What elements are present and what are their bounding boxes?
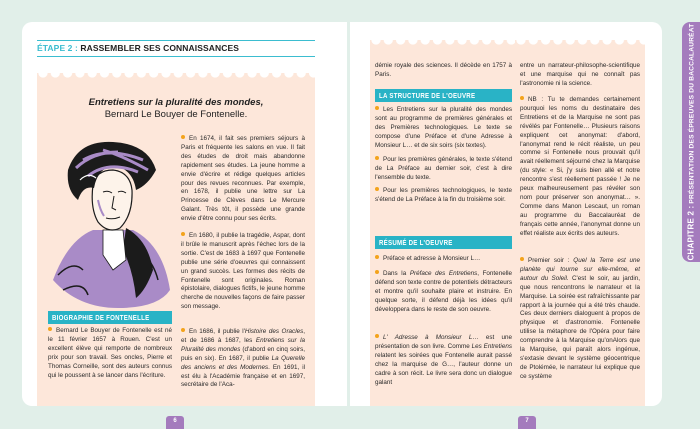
- summary-section-title: RÉSUMÉ DE L'OEUVRE: [375, 236, 512, 249]
- bullet-icon: [375, 334, 379, 338]
- perforation-edge: [370, 40, 515, 48]
- bullet-icon: [520, 257, 524, 261]
- perforation-edge: [515, 40, 645, 48]
- chapter-tab[interactable]: [682, 22, 700, 262]
- summary-para-3: L' Adresse à Monsieur L… est une présentation de son livre. Comme Les Entretiens relatent les soirées que Fontenelle aurait passé chez la marquise de G…, l'auteur donne un cadre à son récit. Le livre sera donc un dialogue galant: [375, 334, 512, 386]
- page-number-right: 7: [518, 416, 536, 429]
- bullet-icon: [520, 96, 524, 100]
- perforation-edge: [37, 73, 315, 81]
- bullet-icon: [375, 255, 379, 259]
- bullet-icon: [375, 156, 379, 160]
- work-title-block: [37, 97, 315, 121]
- bullet-icon: [181, 232, 185, 236]
- step-title: RASSEMBLER SES CONNAISSANCES: [80, 43, 240, 53]
- structure-para-3: Pour les premières technologiques, le texte s'étend de La Préface à la fin du troisième soir.: [375, 187, 512, 203]
- step-label: ÉTAPE 2 :: [37, 43, 78, 53]
- para-1686: En 1686, il publie l'Histoire des Oracles, et de 1686 à 1687, les Entretiens sur la Pluralité des mondes (d'abord en cinq soirs, puis en six). En 1687, il publie La Querelle des anciens et des Modernes. En 1691, il est élu à l'Académie française et en 1697, secrétaire de l'Aca-: [181, 328, 305, 389]
- bullet-icon: [375, 106, 379, 110]
- continuation-text: démie royale des sciences. Il décède en 1757 à Paris.: [375, 62, 512, 78]
- biography-text: Bernard Le Bouyer de Fontenelle est né le 11 février 1657 à Rouen. C'est un excellent élève qui remporte de nombreux prix pour son travail. Ses oncles, Pierre et Thomas Corneille, sont des auteurs connus qui le poussent à se lancer dans l'écriture.: [48, 327, 172, 379]
- right-continuation-text: entre un narrateur-philosophe-scientifique et une marquise qui ne connaît pas l'astronomie ni la science.: [520, 62, 640, 87]
- fontenelle-portrait-illustration: [48, 130, 173, 310]
- bullet-icon: [375, 270, 379, 274]
- author-name: Bernard Le Bouyer de Fontenelle.: [104, 109, 248, 120]
- para-1680: En 1680, il publie la tragédie, Aspar, dont il brûle le manuscrit après l'échec lors de la sortie. C'est de 1683 à 1697 que Fontenelle publie une série d'oeuvres qui connaissent un grand succès. Les formes des récits de Fontenelle sont originales. Roman épistolaire, dialogues fictifs, le jeune homme cherche de nouvelles façons de faire passer son message.: [181, 232, 305, 311]
- structure-section-title: LA STRUCTURE DE L'OEUVRE: [375, 89, 512, 102]
- summary-para-1: Préface et adresse à Monsieur L…: [375, 255, 512, 264]
- chapter-tab-label: CHAPITRE 2 : PRÉSENTATION DES ÉPREUVES DU BACCALAURÉAT: [686, 23, 696, 261]
- page-number-left: 6: [166, 416, 184, 429]
- bullet-icon: [181, 328, 185, 332]
- bullet-icon: [375, 187, 379, 191]
- para-1674: En 1674, il fait ses premiers séjours à Paris et fréquente les salons en vue. Il fait des études de droit mais abandonne rapidement ses études. La jeune homme a envie d'écrire et rédige quelques articles pour des revues reconnues. Par exemple, en 1678, il publie une lettre sur La Princesse de Clèves dans Le Mercure Galant. Très tôt, il possède une grande envie d'être connu pour ses écrits.: [181, 135, 305, 223]
- step-header: [37, 40, 315, 57]
- bullet-icon: [181, 135, 185, 139]
- biography-section-title: BIOGRAPHIE DE FONTENELLE: [48, 311, 172, 324]
- structure-para-2: Pour les premières générales, le texte s'étend de La Préface au dernier soir, c'est à dire l'ensemble du texte.: [375, 156, 512, 181]
- summary-para-2: Dans la Préface des Entretiens, Fontenelle défend son texte contre de potentiels détracteurs et montre qu'il souhaite plaire et instruire. En quelque sorte, il défend déjà les idées qu'il développera dans le reste de son oeuvre.: [375, 270, 512, 313]
- bullet-icon: [48, 327, 52, 331]
- work-title: Entretiens sur la pluralité des mondes,: [88, 97, 264, 108]
- first-evening-para: Premier soir : Quel la Terre est une planète qui tourne sur elle-même, et autour du Soleil. C'est le soir, au jardin, que nous rencontrons le narrateur et la Marquise. La soirée est rafraîchissante par rapport à la journée qui a été très chaude. Ces deux derniers dialoguent à propos de physique et d'astronomie. Fontenelle utilise la métaphore de l'Opéra pour faire comprendre à la Marquise qu'onAlors que la Marquise, qui paraît alors ingénue, s'extasie devant le système géocentrique de Ptolémée, le narrateur lui explique que ce système: [520, 257, 641, 380]
- nb-note: NB : Tu te demandes certainement pourquoi les noms du destinataire des Entretiens et de la Marquise ne sont pas révélés par Fontenelle… Plusieurs raisons expliquent cet anonymat: d'abord, l'anonymat rend le récit réaliste, un peu comme si Fontenelle nous prouvait qu'il avait réellement séjourné chez la Marquise (du style: « Si, j'y suis bien allé et notre rencontre s'est réellement passée ! Je ne peux malheureusement pas révéler son nom pour préserver son anonymat… ». Comme dans Manon Lescaut, un roman au programme du Baccalauréat de français cette année, l'anonymat donne un effet réaliste aux écrits des auteurs.: [520, 96, 640, 237]
- structure-para-1: Les Entretiens sur la pluralité des mondes sont au programme de premières générales et des Premières technologiques. Le texte se compose d'une Préface et d'une Adresse à Monsieur L… et de six soirs (six textes).: [375, 106, 512, 149]
